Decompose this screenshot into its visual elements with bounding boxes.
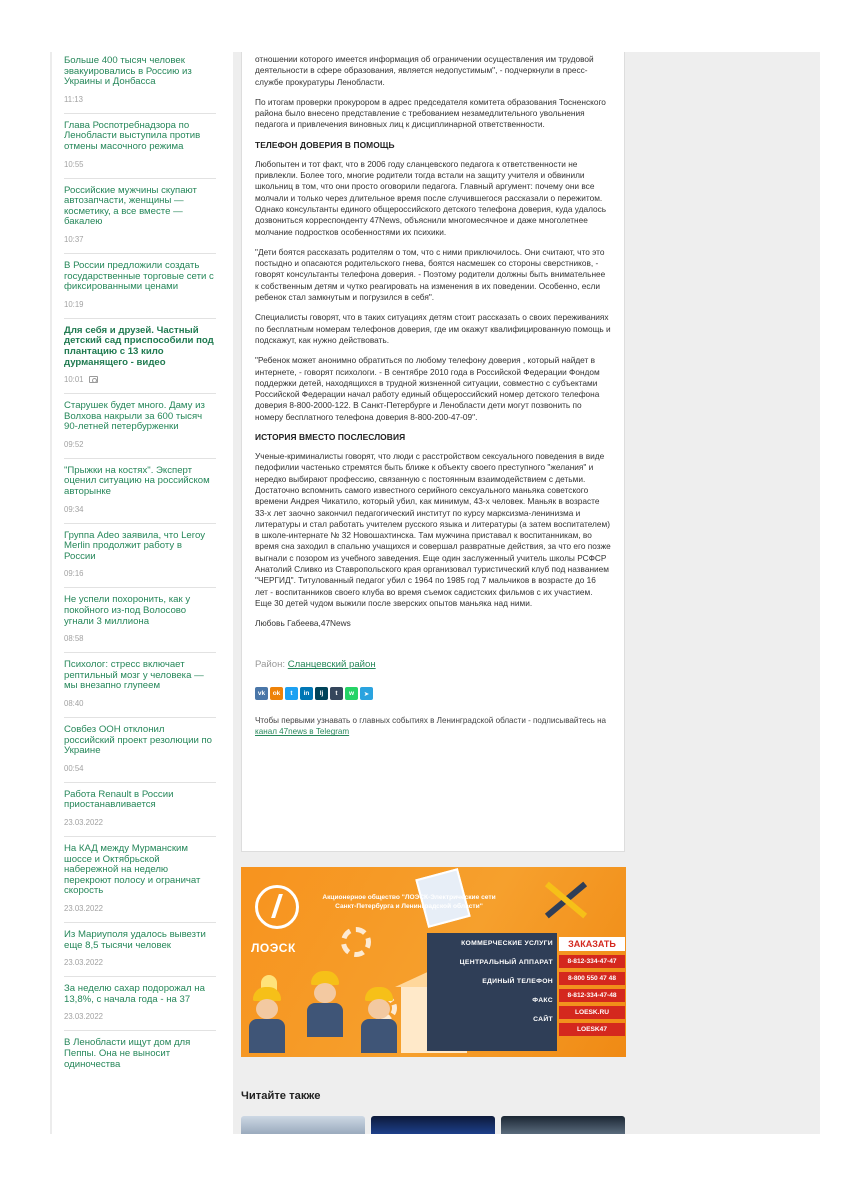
article-paragraph: Ученые-криминалисты говорят, что люди с расстройством сексуального поведения в виде педофилии частенько стремятся быть ближе к объекту своего преступного "желания" и нередко выбирают профессию, связанную с постоянным взаимодействием с детьми. Достаточно вспомнить самого известного серийного сексуального маньяка советского времени Андрея Чикатило, который убил, как минимум, 43-х человек. Маньяк в возрасте 33-х лет заочно закончил педагогический институт по курсу марксизма-ленинизма и литературы и стал работать учителем русского языка и литературы (а затем воспитателем) в школе-интернате № 32 Новошахтинска. Там мужчина приставал к воспитанникам, во время сна заходил в спальню учащихся и совершал развратные действия, за что его позже выгнали с позором из учебного заведения. Еще один заслуженный учитель школы РСФСР Анатолий Сливко из Ставропольского края организовал туристический клуб под названием "ЧЕРГИД". Титулованный педагог убил с 1964 по 1985 год 7 мальчиков в возрасте до 16 лет - воспитанников своего клуба во время съемок садистских фильмов с их участием. Еще 30 детей чудом выжили после зверских опытов маньяка над ними. xyxy=(255,451,611,608)
news-title[interactable]: "Прыжки на костях". Эксперт оценил ситуацию на российском авторынке xyxy=(64,464,210,498)
service-row: ФАКС xyxy=(532,997,553,1004)
news-title[interactable]: Глава Роспотребнадзора по Ленобласти выступила против отмены масочного режима xyxy=(64,119,201,152)
news-time-value: 10:01 xyxy=(64,375,84,385)
news-time xyxy=(64,440,216,449)
news-title[interactable]: Для себя и друзей. Частный детский сад приспособили под плантацию с 13 кило дурманящего - видео xyxy=(64,324,214,368)
news-list-item[interactable] xyxy=(64,844,216,923)
livejournal-icon[interactable]: lj xyxy=(315,687,328,700)
news-title[interactable]: На КАД между Мурманским шоссе и Октябрьской набережной на неделю перекроют полосу и ограничат скорость xyxy=(64,842,201,897)
district-label: Район: xyxy=(255,659,286,671)
news-time xyxy=(64,235,216,244)
website-label: LOESK.RU xyxy=(559,1006,625,1019)
news-time xyxy=(64,95,216,104)
loesk-logo-text: ЛОЭСК xyxy=(251,941,296,955)
news-list-item[interactable] xyxy=(64,186,216,254)
news-time-value: 09:34 xyxy=(64,504,84,514)
news-time-value: 23.03.2022 xyxy=(64,958,104,968)
social-label: LOESK47 xyxy=(559,1023,625,1036)
news-time-value: 10:19 xyxy=(64,299,84,309)
news-feed-sidebar xyxy=(64,56,216,1086)
news-time xyxy=(64,505,216,514)
article-subheading: ИСТОРИЯ ВМЕСТО ПОСЛЕСЛОВИЯ xyxy=(255,432,406,443)
phone-number: 8-812-334-47-47 xyxy=(559,955,625,968)
news-list-item[interactable] xyxy=(64,466,216,524)
news-time-value: 00:54 xyxy=(64,763,84,773)
news-title[interactable]: В России предложили создать государственные торговые сети с фиксированными ценами xyxy=(64,259,214,293)
news-time-value: 23.03.2022 xyxy=(64,817,104,827)
contact-column xyxy=(559,937,625,1040)
district-line xyxy=(255,659,611,670)
share-buttons xyxy=(255,687,611,700)
article-paragraph: "Ребенок может анонимно обратиться по любому телефону доверия , который найдет в интернете, - говорят психологи. - В сентябре 2010 года в Российской Федерации Фондом поддержки детей, находящихся в трудной жизненной ситуации, совместно с субъектами Российской Федерации начал работу единый общероссийский номер детского телефона доверия 8-800-2000-122. В Санкт-Петербурге и Ленобласти дети могут позвонить по номеру бесплатного телефона доверия 8-800-200-47-09". xyxy=(255,355,600,422)
news-list-item[interactable] xyxy=(64,595,216,653)
related-article-thumbnail[interactable] xyxy=(241,1116,365,1134)
news-time-value: 08:58 xyxy=(64,634,84,644)
service-row: ЦЕНТРАЛЬНЫЙ АППАРАТ xyxy=(459,959,553,966)
loesk-ad-banner[interactable] xyxy=(241,867,626,1057)
order-button[interactable]: ЗАКАЗАТЬ xyxy=(559,937,625,951)
news-time xyxy=(64,818,216,827)
news-title[interactable]: Не успели похоронить, как у покойного из-под Волосово угнали 3 миллиона xyxy=(64,594,191,627)
news-list-item[interactable] xyxy=(64,121,216,179)
news-time xyxy=(64,764,216,773)
news-title[interactable]: Психолог: стресс включает рептильный мозг у человека — мы внезапно глупеем xyxy=(64,659,204,692)
news-list-item[interactable] xyxy=(64,261,216,319)
news-time xyxy=(64,569,216,578)
news-time-value: 09:52 xyxy=(64,439,84,449)
linkedin-icon[interactable]: in xyxy=(300,687,313,700)
news-time xyxy=(64,904,216,913)
service-row: САЙТ xyxy=(533,1016,553,1023)
subscribe-note xyxy=(255,715,611,737)
news-list-item[interactable] xyxy=(64,984,216,1031)
news-time-value: 10:55 xyxy=(64,159,84,169)
news-list-item[interactable] xyxy=(64,790,216,837)
phone-number: 8-812-334-47-48 xyxy=(559,989,625,1002)
article-author: Любовь Габеева,47News xyxy=(255,618,351,629)
related-article-thumbnail[interactable] xyxy=(501,1116,625,1134)
article-subheading: ТЕЛЕФОН ДОВЕРИЯ В ПОМОЩЬ xyxy=(255,139,395,150)
news-time-value: 09:16 xyxy=(64,569,84,579)
news-list-item[interactable] xyxy=(64,401,216,459)
news-list-item[interactable] xyxy=(64,930,216,977)
telegram-channel-link[interactable]: канал 47news в Telegram xyxy=(255,727,350,737)
news-time-value: 23.03.2022 xyxy=(64,903,104,913)
telegram-icon[interactable]: ➤ xyxy=(360,687,373,700)
news-list-item[interactable] xyxy=(64,531,216,589)
gear-icon xyxy=(341,927,371,957)
worker-illustration xyxy=(247,987,287,1053)
article-body xyxy=(241,52,625,852)
twitter-icon[interactable]: t xyxy=(285,687,298,700)
news-time xyxy=(64,958,216,967)
whatsapp-icon[interactable]: w xyxy=(345,687,358,700)
news-list-item[interactable] xyxy=(64,725,216,783)
news-time-value: 10:37 xyxy=(64,234,84,244)
loesk-logo-icon xyxy=(255,885,299,929)
odnoklassniki-icon[interactable]: ok xyxy=(270,687,283,700)
news-list-item[interactable] xyxy=(64,1038,216,1079)
phone-number: 8-800 550 47 48 xyxy=(559,972,625,985)
article-paragraph: Специалисты говорят, что в таких ситуациях детям стоит рассказать о своих переживаниях по бесплатным номерам телефонов доверия, где им окажут квалифицированную помощь и подскажут, как нужно действовать. xyxy=(255,312,611,345)
news-list-item[interactable] xyxy=(64,660,216,718)
news-title[interactable]: Старушек будет много. Даму из Волхова накрыли за 600 тысяч 90-летней петербурженки xyxy=(64,400,205,433)
worker-illustration xyxy=(359,987,399,1053)
services-panel xyxy=(427,933,557,1051)
news-title[interactable]: Группа Adeo заявила, что Leroy Merlin продолжит работу в России xyxy=(64,529,206,562)
article-paragraph: По итогам проверки прокурором в адрес председателя комитета образования Тосненского района было внесено представление с требованием незамедлительного увольнения педагога и привлечения виновных лиц к дисциплинарной ответственности. xyxy=(255,96,606,130)
news-title[interactable]: Российские мужчины скупают автозапчасти, женщины — косметику, а все вместе — бакалею xyxy=(64,184,197,228)
tools-icon xyxy=(531,877,591,927)
subscribe-text: Чтобы первыми узнавать о главных событиях в Ленинградской области - подписывайтесь на xyxy=(255,716,607,726)
service-row: КОММЕРЧЕСКИЕ УСЛУГИ xyxy=(461,940,553,947)
video-icon xyxy=(89,376,98,383)
service-row: ЕДИНЫЙ ТЕЛЕФОН xyxy=(482,978,553,985)
worker-illustration xyxy=(305,971,345,1037)
article-paragraph: отношении которого имеется информация об ограничении осуществления им трудовой деятельности в сфере образования, является недопустимым", - подчеркнули в пресс-службе прокуратуры Ленобласти. xyxy=(255,54,594,87)
tumblr-icon[interactable]: t xyxy=(330,687,343,700)
news-time xyxy=(64,375,216,384)
article-paragraph: "Дети боятся рассказать родителям о том, что с ними приключилось. Они считают, что это постыдно и опасаются родительского гнева, боятся насмешек со стороны сверстников, - говорят консультанты телефона доверия. - Поэтому родители должны быть внимательнее к собственным детям и чутко реагировать на изменения в их поведении. Особенно, если ребенок стал замкнутым и погрузился в себя". xyxy=(255,246,606,303)
news-title[interactable]: Больше 400 тысяч человек эвакуировались в Россию из Украины и Донбасса xyxy=(64,55,192,88)
page-left-border xyxy=(50,52,52,1134)
news-title[interactable]: Работа Renault в России приостанавливается xyxy=(64,788,174,811)
news-time xyxy=(64,699,216,708)
company-name: Акционерное общество "ЛОЭСК-Электрические сети Санкт-Петербурга и Ленинградской области" xyxy=(322,894,496,910)
news-title[interactable]: В Ленобласти ищут дом для Пеппы. Она не выносит одиночества xyxy=(64,1037,191,1070)
news-time-value: 08:40 xyxy=(64,699,84,708)
news-title[interactable]: Из Мариуполя удалось вывезти еще 8,5 тысячи человек xyxy=(64,928,206,951)
read-also-heading: Читайте также xyxy=(241,1090,321,1102)
news-time-value: 23.03.2022 xyxy=(64,1012,104,1022)
news-time xyxy=(64,634,216,643)
district-link[interactable]: Сланцевский район xyxy=(287,659,376,671)
news-time-value: 11:13 xyxy=(64,94,83,104)
news-title[interactable]: За неделю сахар подорожал на 13,8%, с начала года - на 37 xyxy=(64,983,205,1005)
news-title[interactable]: Совбез ООН отклонил российский проект резолюции по Украине xyxy=(64,724,213,757)
news-list-item[interactable] xyxy=(64,56,216,114)
news-list-item[interactable] xyxy=(64,326,216,394)
article-paragraph: Любопытен и тот факт, что в 2006 году сланцевского педагога к ответственности не привлекли. Более того, многие родители тогда встали на защиту учителя и обвинили школьниц в том, что они просто оговорили педагога. Главный аргумент: почему они все молчали и только через длительное время после случившегося рассказали о пережитом. Однако консультанты единого общероссийского детского телефона доверия, куда удалось дозвониться корреспонденту 47News, объяснили многомесячное и даже многолетнее молчание подростков особенностями их психики. xyxy=(255,158,607,237)
vk-icon[interactable]: vk xyxy=(255,687,268,700)
news-time xyxy=(64,300,216,309)
related-article-thumbnail[interactable] xyxy=(371,1116,495,1134)
news-time xyxy=(64,160,216,169)
news-time xyxy=(64,1012,216,1021)
